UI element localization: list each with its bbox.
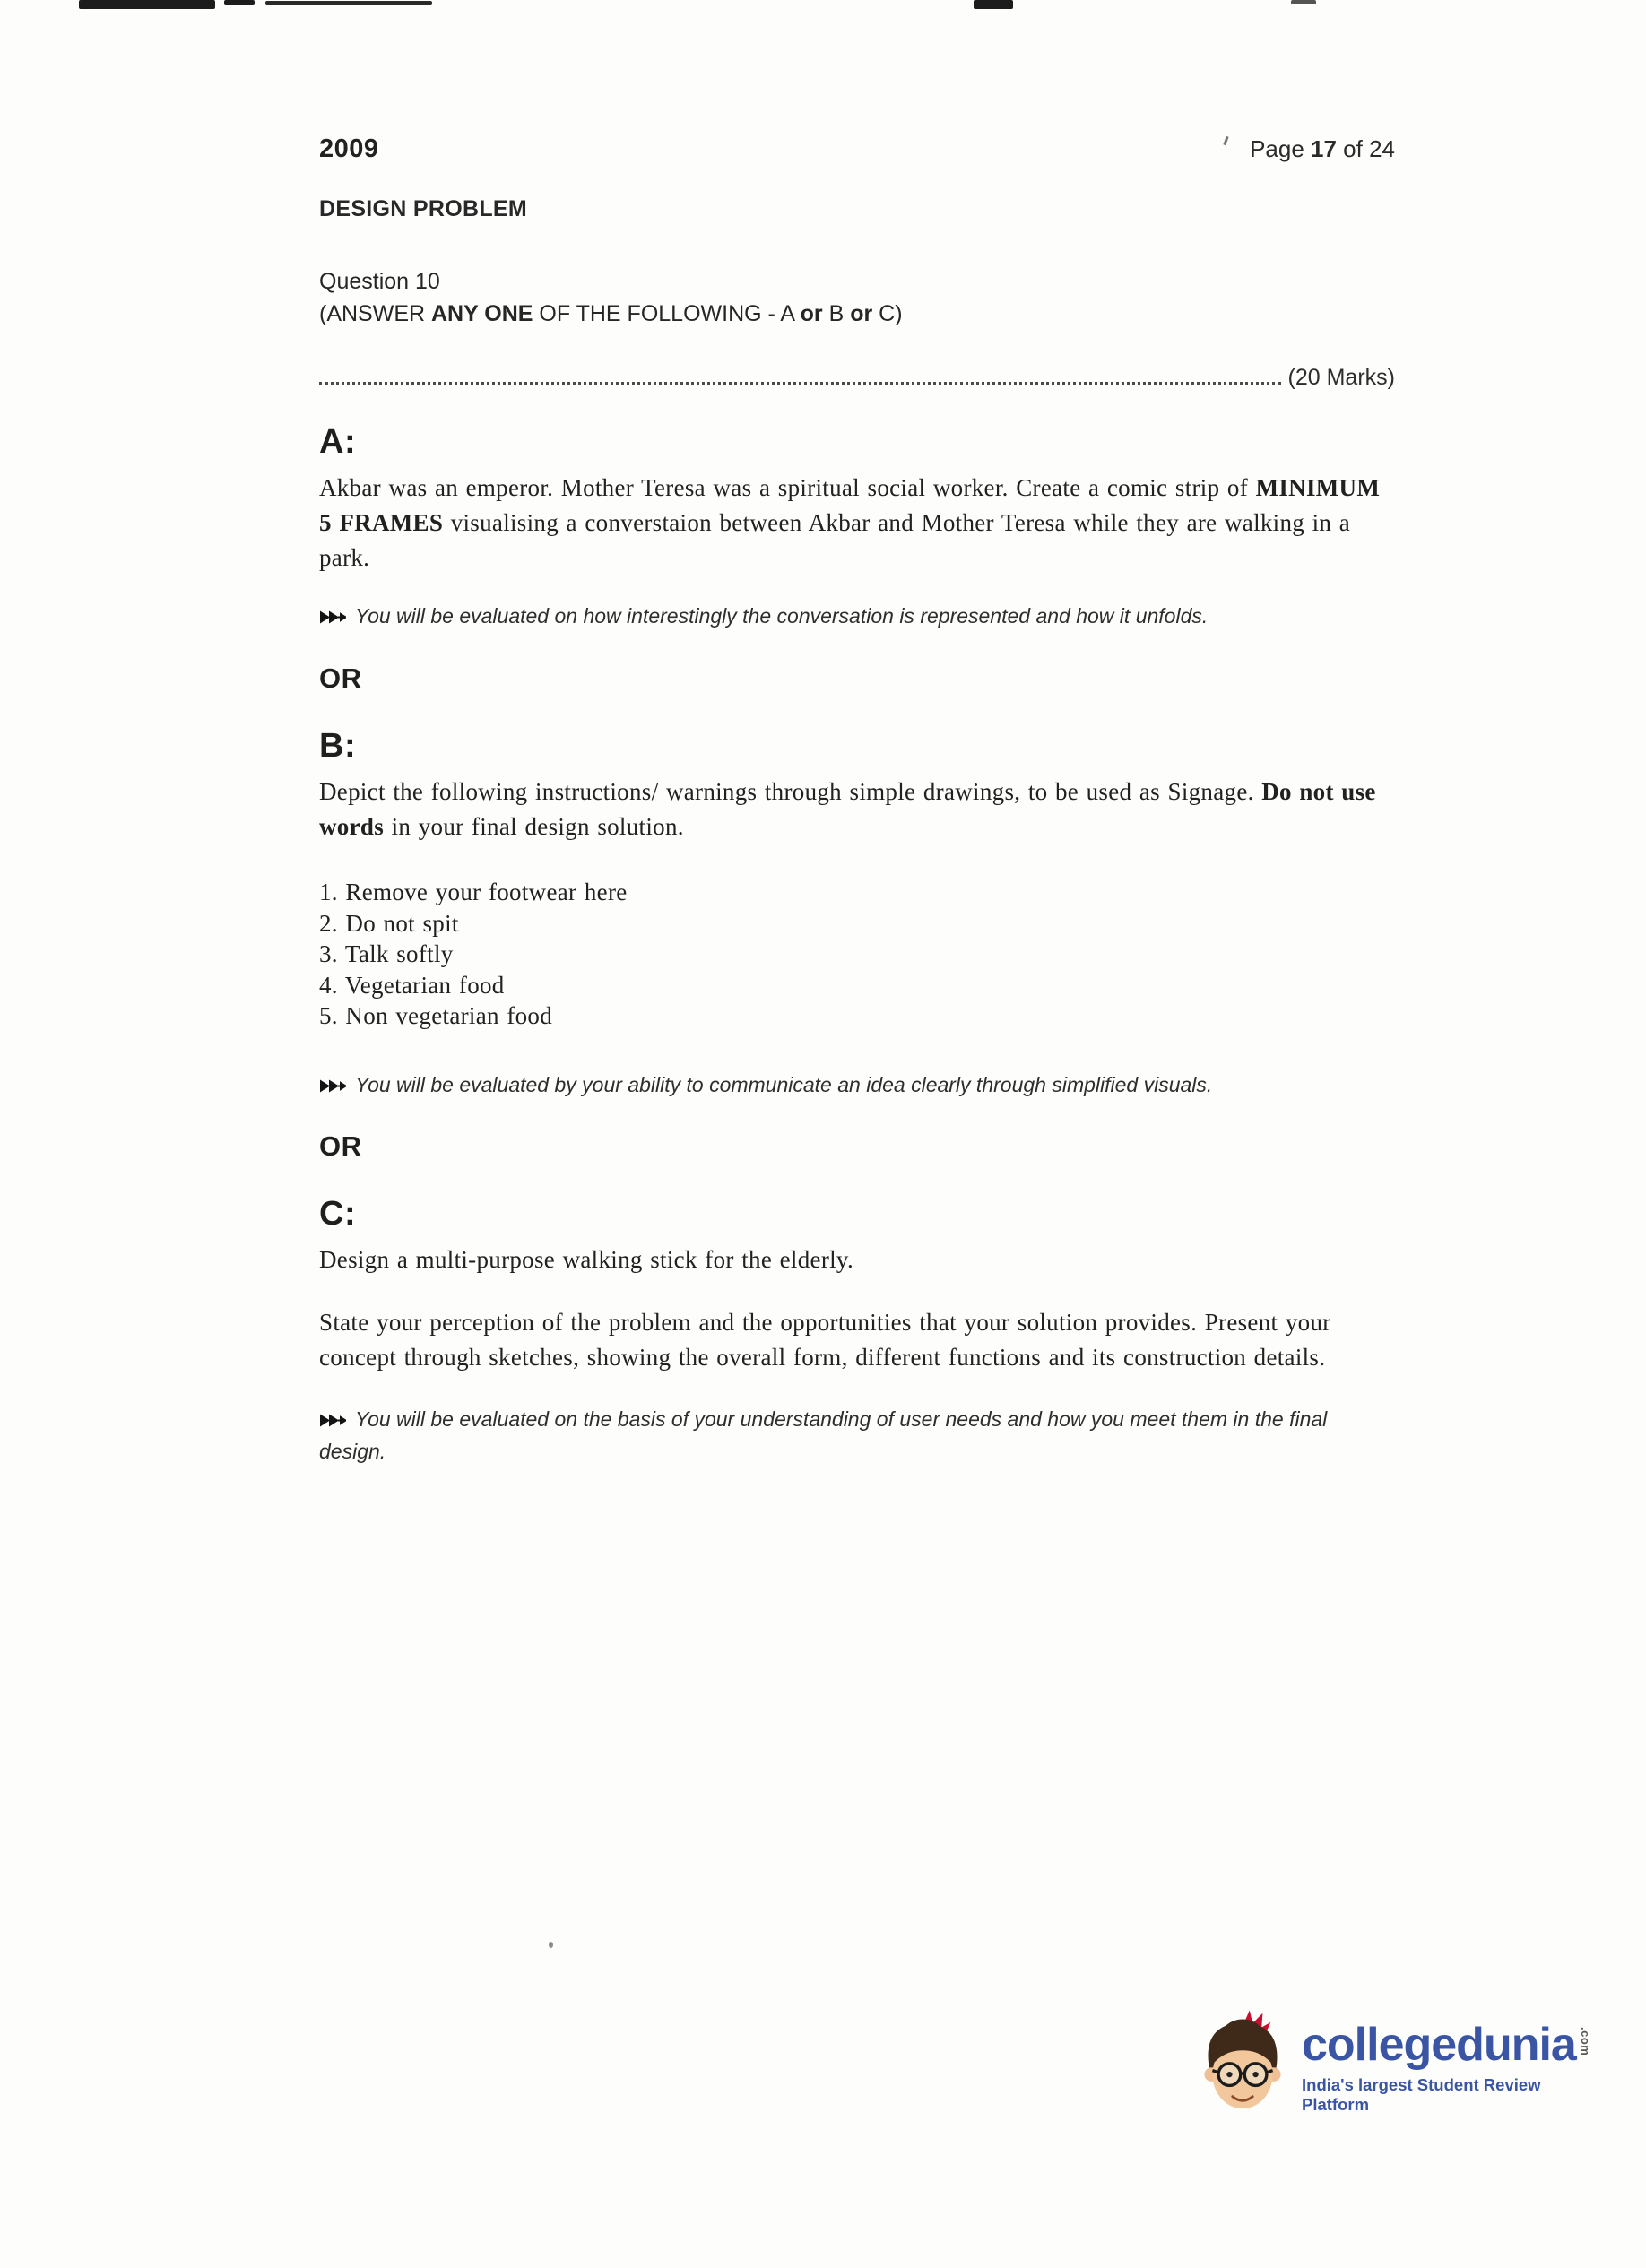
brand-tagline: India's largest Student Review Platform [1302,2074,1541,2114]
mascot-icon [1192,2010,1293,2125]
option-c-label: C: [319,1195,357,1234]
page-suffix: of 24 [1336,135,1395,162]
question-number: Question 10 [319,269,440,294]
marks-label: (20 Marks) [1287,365,1395,390]
evaluation-arrow-icon [319,1071,346,1103]
list-item: 2. Do not spit [319,909,459,937]
section-title: DESIGN PROBLEM [319,196,527,221]
option-b-text: Depict the following instructions/ warnings through simple drawings, to be used as Signage. [319,777,1262,805]
collegedunia-logo [1192,2010,1592,2125]
dotted-leader [319,382,1281,385]
option-c-body-2: State your perception of the problem and the opportunities that your solution provides. Present your concept through sketches, showing the overall form, different functions and its construction details. [319,1308,1331,1371]
list-item: 5. Non vegetarian food [319,1002,553,1030]
brand-domain: .com [1578,2026,1592,2056]
option-a-note-text: You will be evaluated on how interestingly the conversation is represented and how it unfolds. [355,604,1209,628]
answer-instruction-bold: ANY ONE [431,301,533,326]
option-a-label: A: [319,423,357,461]
exam-year: 2009 [319,134,379,163]
option-a-evaluation-note [319,601,1216,634]
or-separator-2: OR [319,1130,362,1163]
marks-row [319,365,1395,391]
option-b-note-text: You will be evaluated by your ability to communicate an idea clearly through simplified visuals. [355,1072,1213,1096]
option-c-body-1: Design a multi-purpose walking stick for the elderly. [319,1246,854,1274]
scan-speck [549,1942,553,1948]
option-a-body [319,471,1395,576]
scan-artifact [1291,0,1316,4]
list-item: 4. Vegetarian food [319,971,505,999]
evaluation-arrow-icon [319,602,346,634]
option-a-bold: MINIMUM 5 FRAMES [319,474,1381,537]
signage-list [319,877,1395,1032]
option-b-bold: Do not use words [319,777,1376,841]
brand-name: collegedunia [1302,2018,1576,2071]
scan-artifact [79,0,215,9]
option-c-evaluation-note [319,1404,1395,1467]
answer-instruction-bold: or [850,301,873,326]
evaluation-arrow-icon [319,1406,346,1437]
option-c-note-text: You will be evaluated on the basis of your understanding of user needs and how you meet them in the final design. [319,1407,1328,1464]
answer-instruction-text: B [822,301,851,326]
document-page [319,134,1395,1467]
option-b-text: in your final design solution. [384,813,684,841]
answer-instruction-bold: or [800,301,823,326]
page-header [319,134,1395,164]
scan-artifact [265,1,432,5]
answer-instruction-text: OF THE FOLLOWING - A [533,301,801,326]
list-item: 1. Remove your footwear here [319,879,628,906]
option-b-evaluation-note [319,1069,1395,1103]
page-number: 17 [1311,135,1337,162]
page-indicator [1250,135,1395,163]
answer-instruction-text: (ANSWER [319,301,431,326]
option-b-body [319,775,1395,844]
scan-artifact [224,0,255,5]
list-item: 3. Talk softly [319,940,454,968]
option-a-text: Akbar was an emperor. Mother Teresa was a spiritual social worker. Create a comic strip of [319,474,1256,501]
page-prefix: Page [1250,135,1312,162]
answer-instruction-text: C) [872,301,903,326]
logo-text-block [1302,2018,1592,2115]
brand-row [1302,2018,1592,2071]
scan-artifact [974,0,1013,9]
or-separator-1: OR [319,662,362,694]
answer-instruction [319,301,1395,327]
option-b-label: B: [319,726,357,765]
option-a-text: visualising a converstaion between Akbar and Mother Teresa while they are walking in a park. [319,509,1351,572]
